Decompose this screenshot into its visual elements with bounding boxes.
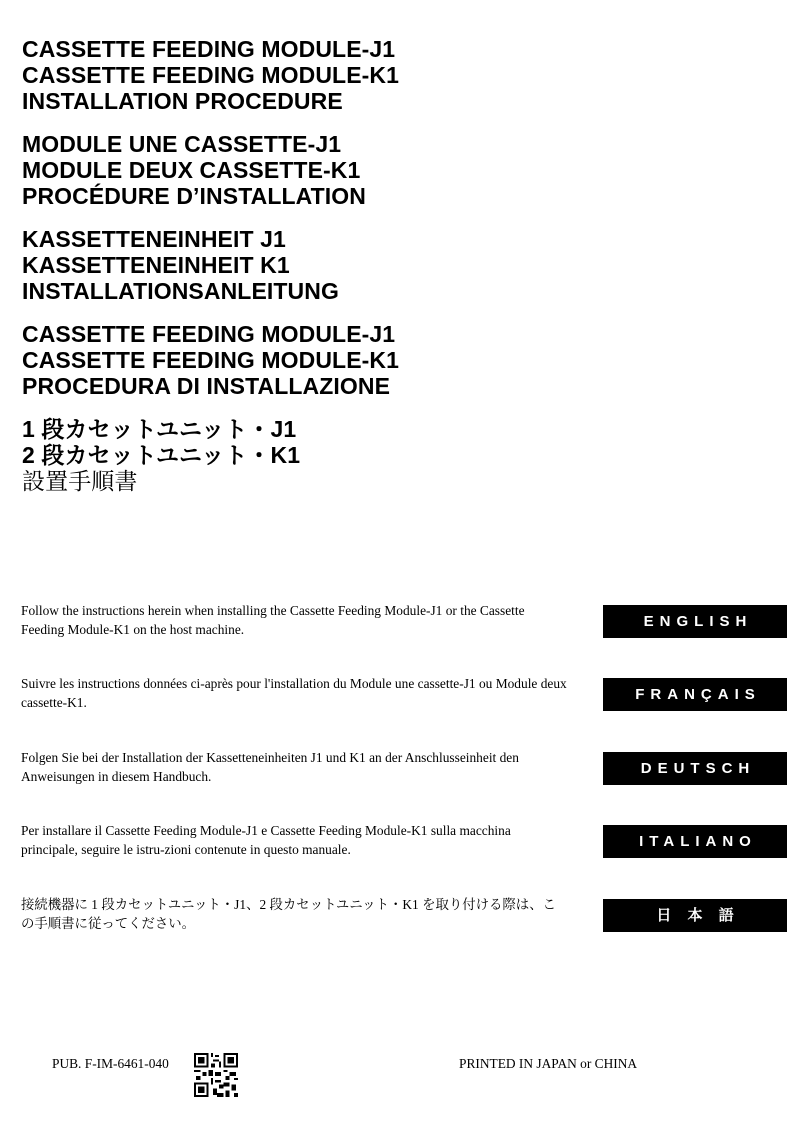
- section-text: Folgen Sie bei der Installation der Kassetteneinheiten J1 und K1 an der Anschlusseinheit den Anweisungen in diesem Handbuch.: [21, 750, 519, 784]
- title-line: 1 段カセットユニット・J1: [22, 416, 297, 442]
- section-english: [0, 600, 808, 660]
- qr-code-icon: [194, 1053, 238, 1097]
- title-block: [22, 36, 399, 511]
- tab-deutsch[interactable]: DEUTSCH: [603, 752, 787, 785]
- title-line: CASSETTE FEEDING MODULE-J1: [22, 321, 396, 347]
- title-group-japanese: [22, 416, 399, 494]
- section-japanese: [0, 894, 808, 954]
- title-line: CASSETTE FEEDING MODULE-K1: [22, 62, 400, 88]
- title-line: PROCÉDURE D’INSTALLATION: [22, 183, 366, 209]
- title-line: 設置手順書: [22, 468, 138, 494]
- title-line: INSTALLATIONSANLEITUNG: [22, 278, 339, 304]
- tab-english[interactable]: ENGLISH: [603, 605, 787, 638]
- section-text: Follow the instructions herein when installing the Cassette Feeding Module-J1 or the Cassette Feeding Module-K1 on the host machine.: [21, 603, 525, 637]
- tab-italiano[interactable]: ITALIANO: [603, 825, 787, 858]
- title-line: CASSETTE FEEDING MODULE-K1: [22, 347, 400, 373]
- tab-francais[interactable]: FRANÇAIS: [603, 678, 787, 711]
- title-line: KASSETTENEINHEIT J1: [22, 226, 286, 252]
- section-italian: [0, 820, 808, 880]
- printed-in: PRINTED IN JAPAN or CHINA: [459, 1056, 638, 1071]
- section-text: Suivre les instructions données ci-après pour l'installation du Module une cassette-J1 ou Module deux cassette-K1.: [21, 676, 567, 710]
- title-group-french: [22, 131, 399, 209]
- title-group-english: [22, 36, 399, 114]
- title-line: INSTALLATION PROCEDURE: [22, 88, 343, 114]
- tab-japanese[interactable]: 日 本 語: [603, 899, 787, 932]
- title-line: MODULE DEUX CASSETTE-K1: [22, 157, 361, 183]
- publication-number: PUB. F-IM-6461-040: [52, 1056, 169, 1071]
- section-text: Per installare il Cassette Feeding Module-J1 e Cassette Feeding Module-K1 sulla macchina principale, seguire le istru-zioni contenute in questo manuale.: [21, 823, 511, 857]
- title-line: KASSETTENEINHEIT K1: [22, 252, 290, 278]
- title-line: CASSETTE FEEDING MODULE-J1: [22, 36, 396, 62]
- title-line: 2 段カセットユニット・K1: [22, 442, 301, 468]
- section-text: 接続機器に 1 段カセットユニット・J1、2 段カセットユニット・K1 を取り付ける際は、この手順書に従ってください。: [21, 897, 556, 931]
- title-line: PROCEDURA DI INSTALLAZIONE: [22, 373, 391, 399]
- title-group-german: [22, 226, 399, 304]
- section-french: [0, 673, 808, 733]
- title-line: MODULE UNE CASSETTE-J1: [22, 131, 342, 157]
- title-group-italian: [22, 321, 399, 399]
- section-german: [0, 747, 808, 807]
